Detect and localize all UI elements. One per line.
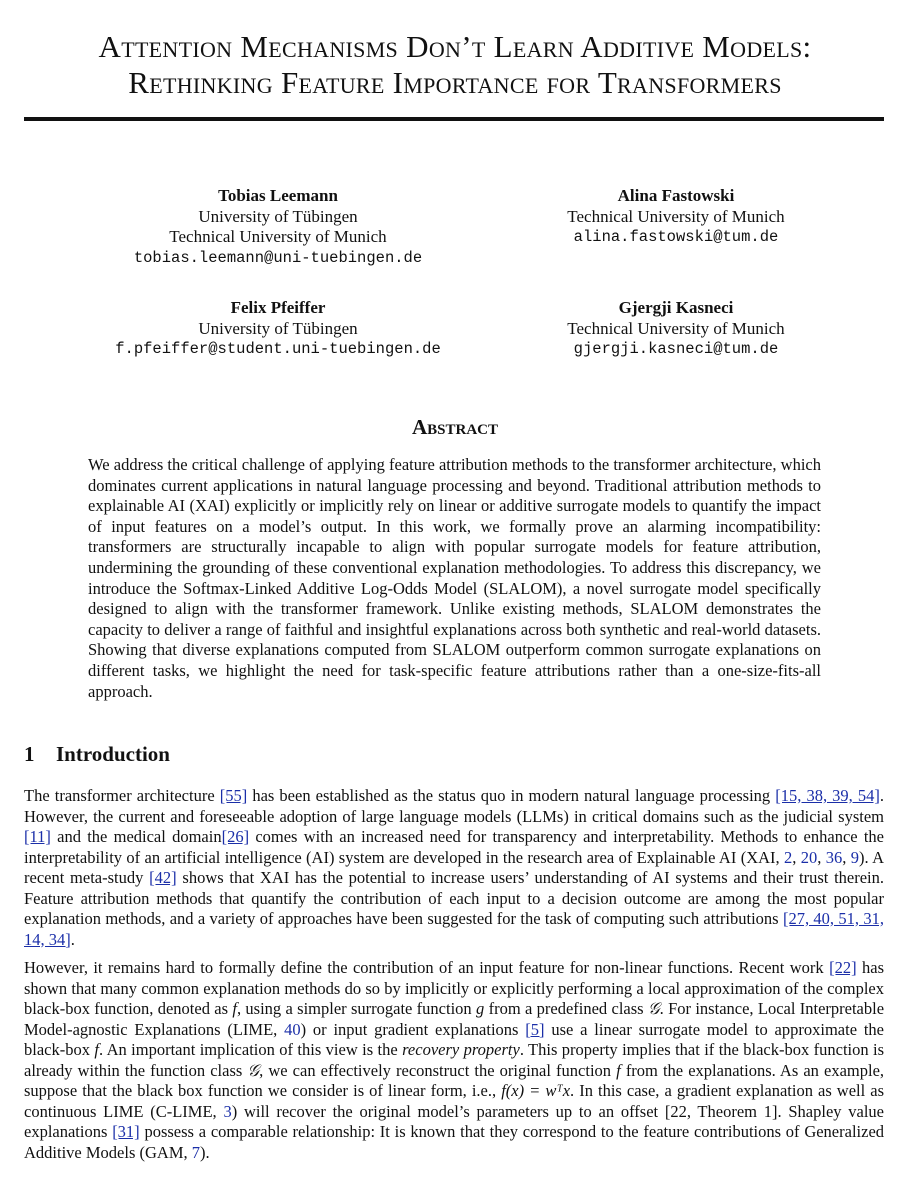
math-expression: f(x) = wᵀx [501, 1081, 571, 1100]
text-run: from a predefined class [488, 999, 644, 1018]
text-run: However, it remains hard to formally define the contribution of an input feature for non-linear functions. Recent work [24, 958, 824, 977]
title-rule [24, 117, 884, 121]
author-email: gjergji.kasneci@tum.de [573, 340, 779, 358]
section-number: 1 [24, 742, 35, 766]
text-run: and the medical domain [57, 827, 222, 846]
text-run: ) will recover the original model’s parameters up to an offset [22, Theorem 1]. Shapley value explanations [24, 1101, 885, 1141]
text-run: has been established as the status quo in modern natural language processing [252, 786, 771, 805]
abstract-text: We address the critical challenge of applying feature attribution methods to the transformer architecture, which dominates current applications in natural language processing and beyond. Traditional attribution methods to explainable AI (XAI) explicitly or implicitly rely on linear or additive surrogate models to quantify the impact of input features on a model’s output. In this work, we formally prove an alarming incompatibility: transformers are structurally incapable to align with popular surrogate models for feature attribution, undermining the grounding of these conventional explanation methodologies. To address this discrepancy, we introduce the Softmax-Linked Additive Log-Odds Model (SLALOM), a novel surrogate model specifically designed to align with the transformer framework. Unlike existing methods, SLALOM demonstrates the capacity to deliver a range of faithful and insightful explanations across both synthetic and real-world datasets. Showing that diverse explanations computed from SLALOM outperform common surrogate explanations on different tasks, we highlight the need for task-specific feature attributions rather than a one-size-fits-all approach. [88, 455, 821, 701]
author-affiliation: University of Tübingen [198, 206, 358, 226]
text-run: . An important implication of this view is the [98, 1040, 398, 1059]
text-run: comes with an increased need for transparency and interpretability. Methods to enhance the interpretability of an artificial intelligence (AI) system are developed in the research area of Explainable AI (XAI, [24, 827, 885, 867]
author-block-4 [508, 298, 844, 360]
citation-link[interactable]: 9 [850, 847, 860, 867]
intro-paragraph-1: The transformer architecture [55] has been established as the status quo in modern natural language processing [15, 38, 39, 54]. However, the current and foreseeable adoption of large language models (LLMs) in critical domains such as the judicial system [11] and the medical domain[26] comes with an increased need for transparency and interpretability. Methods to enhance the interpretability of an artificial intelligence (AI) system are developed in the research area of Explainable AI (XAI, 2, 20, 36, 9). A recent meta-study [42] shows that XAI has the potential to increase users’ understanding of AI systems and their trust therein. Feature attribution methods that quantify the contribution of each input to a decision outcome are among the most popular explanation methods, and a variety of approaches have been suggested for the task of computing such attributions [27, 40, 51, 31, 14, 34]. [24, 786, 885, 949]
math-symbol: g [476, 999, 485, 1018]
author-email: f.pfeiffer@student.uni-tuebingen.de [115, 340, 441, 358]
text-run: . In this case, a gradient explanation as well as continuous LIME (C-LIME, [24, 1081, 885, 1121]
math-symbol: 𝒢 [247, 1060, 260, 1080]
citation-link[interactable]: [11] [24, 827, 51, 846]
abstract-heading: Abstract [411, 415, 499, 439]
text-run: ) or input gradient explanations [300, 1019, 519, 1039]
author-name: Felix Pfeiffer [230, 298, 326, 317]
author-email: alina.fastowski@tum.de [573, 228, 779, 246]
text-run: shows that XAI has the potential to increase users’ understanding of AI systems and their trust therein. Feature attribution methods that quantify the contribution of each input to a decision outcome are among the most popular explanation methods, and a variety of approaches have been suggested for the task of computing such attributions [24, 868, 885, 928]
author-affiliation: Technical University of Munich [567, 318, 785, 338]
section-title: Introduction [56, 742, 170, 766]
citation-link[interactable]: 20 [800, 847, 818, 867]
text-run: . [70, 929, 75, 949]
text-run: . However, the current and foreseeable adoption of large language models (LLMs) in critical domains such as the judicial system [24, 786, 885, 826]
text-run: , using a simpler surrogate function [236, 999, 472, 1018]
text-run: ). A recent meta-study [24, 847, 885, 887]
text-run: . For instance, Local Interpretable Model-agnostic Explanations (LIME, [24, 999, 885, 1039]
text-run: , we can effectively reconstruct the original function [259, 1060, 612, 1080]
author-block-2 [508, 186, 844, 248]
text-run: from the explanations. As an example, suppose that the black box function we consider is of linear form, i.e., [24, 1060, 885, 1100]
citation-link[interactable]: [27, 40, 51, 31, 14, 34] [24, 909, 884, 949]
citation-link[interactable]: [15, 38, 39, 54] [775, 786, 880, 805]
author-name: Alina Fastowski [617, 186, 735, 205]
author-block-3 [108, 298, 448, 360]
paper-title-line-1: Attention Mechanisms Don’t Learn Additive Models: [98, 29, 812, 64]
citation-link[interactable]: 36 [825, 847, 843, 867]
math-symbol: f [616, 1060, 621, 1080]
author-name: Gjergji Kasneci [618, 298, 734, 317]
text-run: . This property implies that if the black-box function is already within the function class [24, 1040, 885, 1080]
citation-link[interactable]: [42] [149, 868, 177, 887]
math-symbol: 𝒢 [647, 999, 660, 1018]
citation-link[interactable]: [22] [829, 958, 857, 977]
emphasis-text: recovery property [402, 1040, 520, 1059]
math-symbol: f [232, 999, 237, 1018]
text-run: possess a comparable relationship: It is known that they correspond to the feature contributions of Generalized Additive Models (GAM, [24, 1122, 885, 1162]
citation-link[interactable]: 40 [284, 1019, 301, 1039]
citation-link[interactable]: [5] [525, 1019, 545, 1039]
citation-link[interactable]: [31] [112, 1122, 140, 1141]
math-symbol: f [94, 1040, 99, 1059]
citation-link[interactable]: 7 [191, 1142, 200, 1162]
author-affiliation: Technical University of Munich [169, 227, 387, 246]
section-heading [24, 741, 170, 767]
paper-title-line-2: Rethinking Feature Importance for Transformers [128, 65, 782, 100]
text-run: ). [200, 1142, 210, 1162]
text-run: The transformer architecture [24, 786, 215, 805]
text-run: has shown that many common explanation methods do so by implicitly or explicitly performing a local approximation of the complex black-box function, denoted as [24, 958, 885, 1018]
citation-link[interactable]: 2 [784, 847, 793, 867]
citation-link[interactable]: [55] [219, 786, 248, 805]
author-affiliation: Technical University of Munich [567, 206, 785, 226]
intro-paragraph-2 [24, 958, 884, 1163]
citation-link[interactable]: 3 [223, 1101, 232, 1121]
author-name: Tobias Leemann [218, 186, 338, 205]
author-affiliation: University of Tübingen [198, 318, 358, 338]
author-block-1 [128, 186, 428, 268]
author-email: tobias.leemann@uni-tuebingen.de [133, 248, 423, 267]
text-run: use a linear surrogate model to approximate the black-box [24, 1019, 884, 1059]
citation-link[interactable]: [26] [221, 827, 250, 846]
